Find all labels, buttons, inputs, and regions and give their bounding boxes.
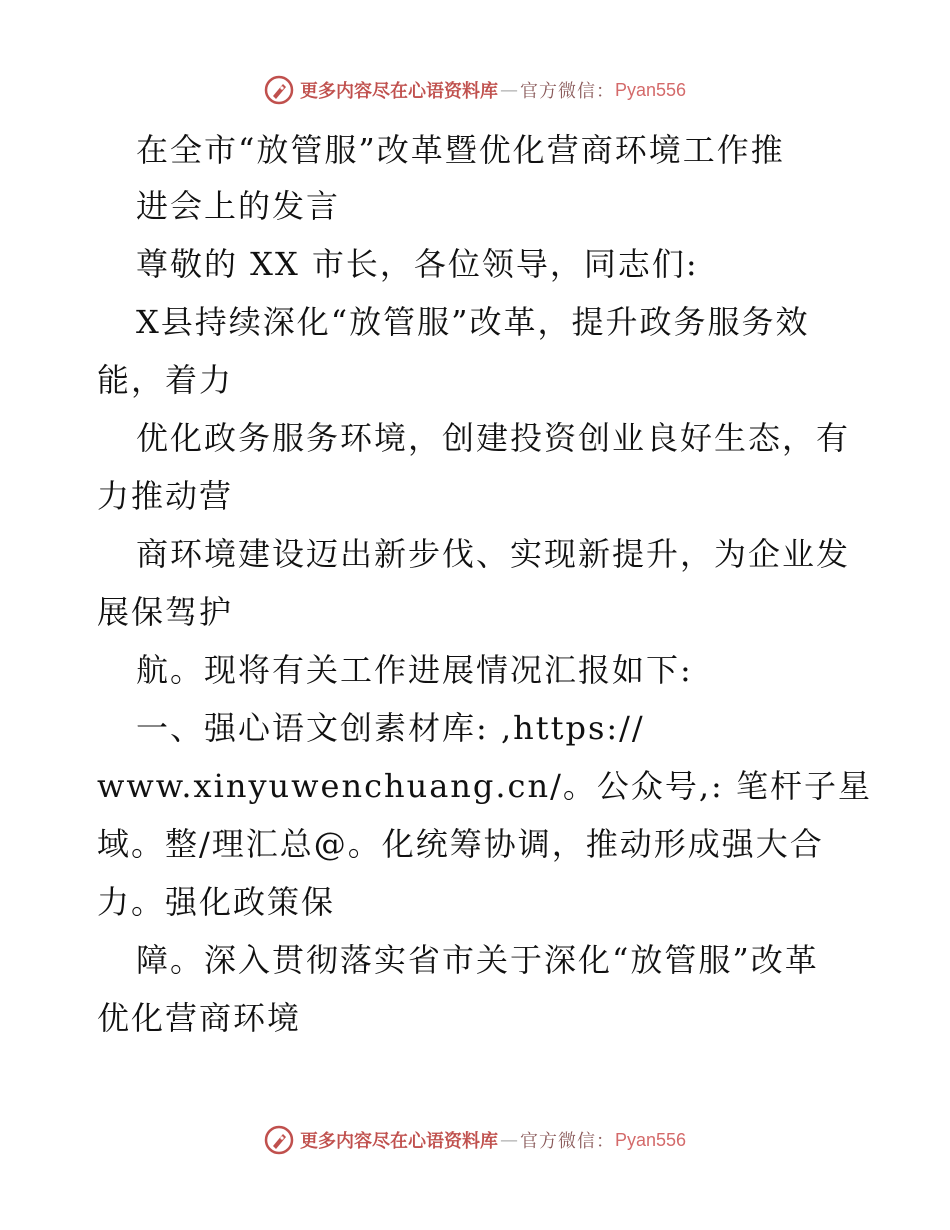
header-watermark <box>0 70 950 110</box>
watermark-wechat-id: Pyan556 <box>614 79 687 100</box>
paragraph-line: 优化政务服务环境，创建投资创业良好生态，有 <box>136 419 851 457</box>
pen-nib-logo-icon <box>264 1125 294 1155</box>
salutation-line: 尊敬的 XX 市长，各位领导，同志们: <box>136 245 699 283</box>
paragraph-line: 障。深入贯彻落实省市关于深化“放管服”改革 <box>136 941 819 979</box>
title-line-2: 进会上的发言 <box>136 187 341 225</box>
watermark-official-label: 官方微信： <box>519 1131 615 1152</box>
watermark-official-label: 官方微信： <box>519 81 615 102</box>
paragraph-line: 航。现将有关工作进展情况汇报如下: <box>136 651 693 689</box>
paragraph-line: 域。整/理汇总@。化统筹协调，推动形成强大合 <box>97 825 824 863</box>
watermark-dash: — <box>499 79 518 101</box>
paragraph-line: 能，着力 <box>97 361 234 399</box>
watermark-wechat-id: Pyan556 <box>614 1129 687 1150</box>
paragraph-line: www.xinyuwenchuang.cn/。公众号,: 笔杆子星 <box>97 767 872 805</box>
paragraph-line: 力推动营 <box>97 477 234 515</box>
watermark-dash: — <box>499 1129 518 1151</box>
paragraph-line: 优化营商环境 <box>97 999 302 1037</box>
pen-nib-logo-icon <box>264 75 294 105</box>
paragraph-line: 一、强心语文创素材库: ,https:// <box>136 709 645 747</box>
watermark-text: 更多内容尽在心语资料库 <box>299 81 498 102</box>
paragraph-line: 商环境建设迈出新步伐、实现新提升，为企业发 <box>136 535 851 573</box>
watermark-text: 更多内容尽在心语资料库 <box>299 1131 498 1152</box>
paragraph-line: 力。强化政策保 <box>97 883 336 921</box>
paragraph-line: X县持续深化“放管服”改革，提升政务服务效 <box>136 303 810 341</box>
footer-watermark <box>0 1120 950 1160</box>
paragraph-line: 展保驾护 <box>97 593 234 631</box>
title-line-1: 在全市“放管服”改革暨优化营商环境工作推 <box>136 131 785 169</box>
